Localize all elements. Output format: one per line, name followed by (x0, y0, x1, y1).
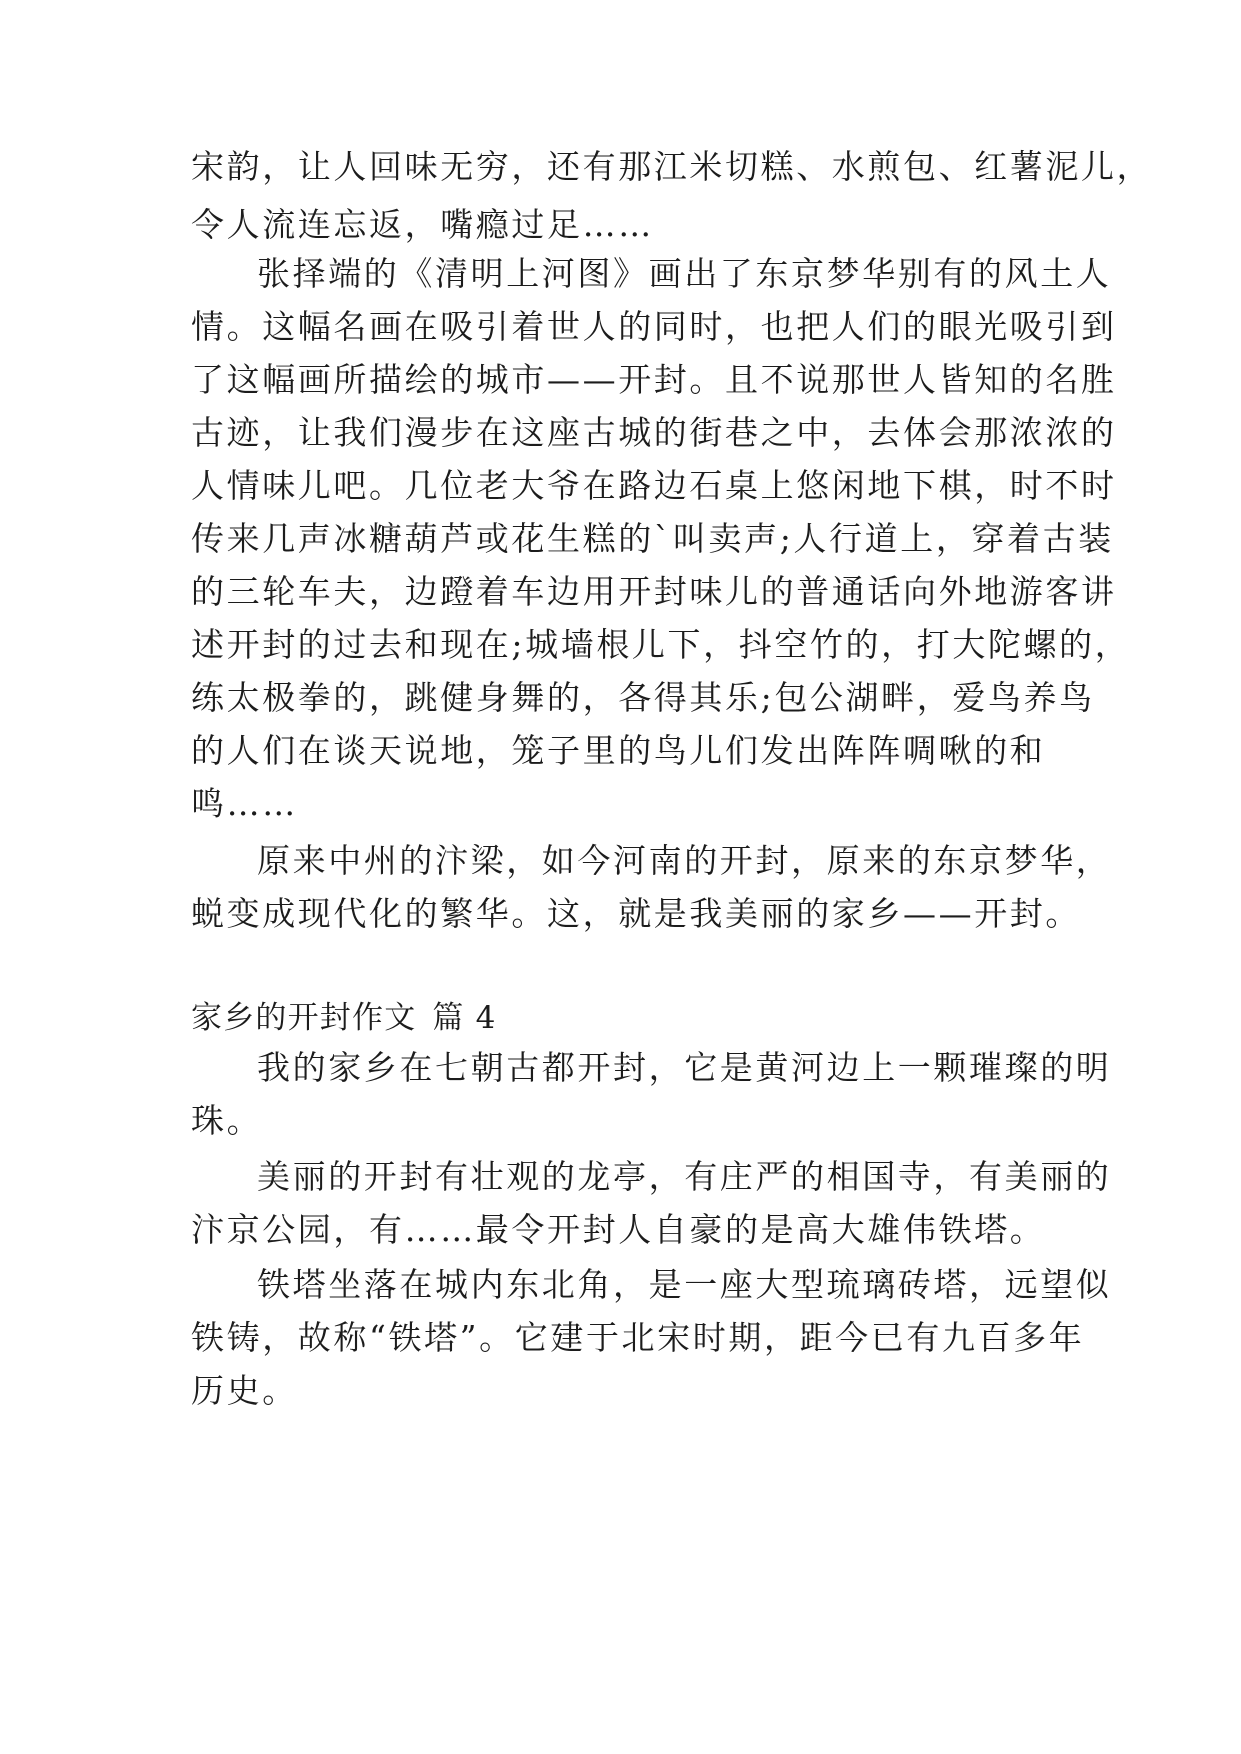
text-line: 蜕变成现代化的繁华。这，就是我美丽的家乡——开封。 (191, 894, 1081, 933)
text-line: 鸣…… (191, 784, 298, 823)
section-heading-number: 篇 4 (432, 1000, 497, 1036)
text-line: 原来中州的汴梁，如今河南的开封，原来的东京梦华， (257, 841, 1112, 880)
text-line: 宋韵，让人回味无穷，还有那江米切糕、水煎包、红薯泥儿， (191, 147, 1153, 186)
text-line: 述开封的过去和现在;城墙根儿下，抖空竹的，打大陀螺的， (191, 625, 1131, 664)
text-line: 人情味儿吧。几位老大爷在路边石桌上悠闲地下棋，时不时 (191, 466, 1117, 505)
text-line: 铁塔坐落在城内东北角，是一座大型琉璃砖塔，远望似 (257, 1265, 1112, 1304)
text-line: 练太极拳的，跳健身舞的，各得其乐;包公湖畔，爱鸟养鸟 (191, 678, 1095, 717)
text-line: 的三轮车夫，边蹬着车边用开封味儿的普通话向外地游客讲 (191, 572, 1117, 611)
text-line: 情。这幅名画在吸引着世人的同时，也把人们的眼光吸引到 (191, 307, 1117, 346)
text-line: 令人流连忘返，嘴瘾过足…… (191, 205, 654, 244)
text-line: 我的家乡在七朝古都开封，它是黄河边上一颗璀璨的明 (257, 1048, 1112, 1087)
text-line: 的人们在谈天说地，笼子里的鸟儿们发出阵阵啁啾的和 (191, 731, 1046, 770)
text-line: 美丽的开封有壮观的龙亭，有庄严的相国寺，有美丽的 (257, 1157, 1112, 1196)
text-line: 传来几声冰糖葫芦或花生糕的`叫卖声;人行道上，穿着古装 (191, 519, 1114, 558)
text-line: 珠。 (191, 1101, 263, 1140)
text-line: 古迹，让我们漫步在这座古城的街巷之中，去体会那浓浓的 (191, 413, 1117, 452)
section-heading-title: 家乡的开封作文 (191, 1000, 417, 1036)
text-line: 张择端的《清明上河图》画出了东京梦华别有的风土人 (257, 254, 1112, 293)
section-heading (191, 998, 497, 1038)
text-line: 铁铸，故称“铁塔”。它建于北宋时期，距今已有九百多年 (191, 1318, 1085, 1357)
text-line: 汴京公园，有……最令开封人自豪的是高大雄伟铁塔。 (191, 1210, 1046, 1249)
text-line: 了这幅画所描绘的城市——开封。且不说那世人皆知的名胜 (191, 360, 1117, 399)
text-line: 历史。 (191, 1371, 298, 1410)
